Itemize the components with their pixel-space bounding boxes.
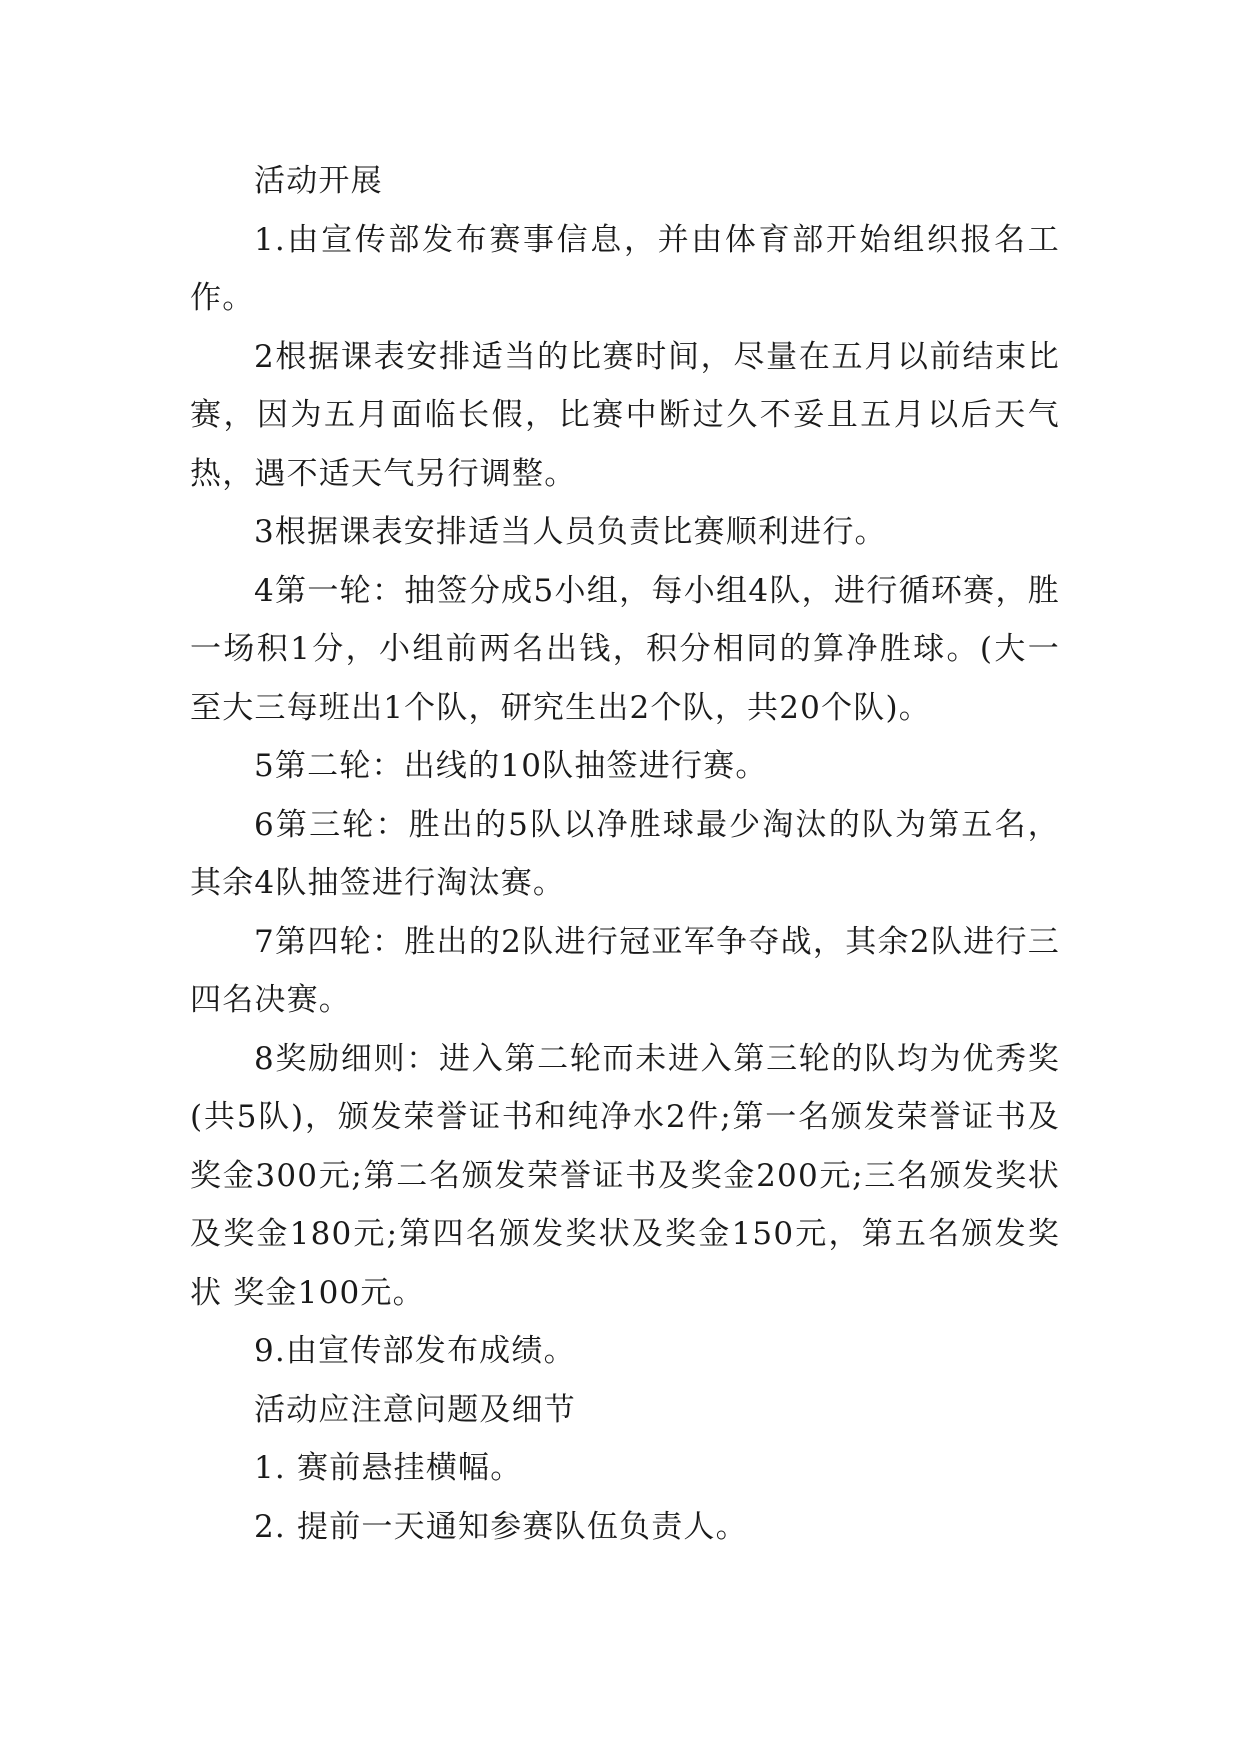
paragraph-item-7: 7第四轮：胜出的2队进行冠亚军争夺战，其余2队进行三四名决赛。: [190, 923, 1060, 1018]
paragraph-item-2: 2根据课表安排适当的比赛时间，尽量在五月以前结束比赛，因为五月面临长假，比赛中断过久不妥且五月以后天气热，遇不适天气另行调整。: [190, 338, 1060, 492]
note-item-2: 2. 提前一天通知参赛队伍负责人。: [254, 1508, 748, 1545]
paragraph-item-1: 1.由宣传部发布赛事信息，并由体育部开始组织报名工作。: [190, 221, 1060, 316]
paragraph-item-4: 4第一轮：抽签分成5小组，每小组4队，进行循环赛，胜一场积1分，小组前两名出钱，积分相同的算净胜球。(大一至大三每班出1个队，研究生出2个队，共20个队)。: [190, 572, 1060, 726]
note-item-1: 1. 赛前悬挂横幅。: [254, 1450, 523, 1486]
paragraph-item-5: 5第二轮：出线的10队抽签进行赛。: [254, 748, 768, 784]
paragraph-item-6: 6第三轮：胜出的5队以净胜球最少淘汰的队为第五名，其余4队抽签进行淘汰赛。: [190, 806, 1060, 901]
paragraph-item-3: 3根据课表安排适当人员负责比赛顺利进行。: [254, 514, 887, 550]
section-heading-activity: 活动开展: [254, 163, 383, 199]
paragraph-item-8: 8奖励细则：进入第二轮而未进入第三轮的队均为优秀奖(共5队)，颁发荣誉证书和纯净水2件;第一名颁发荣誉证书及奖金300元;第二名颁发荣誉证书及奖金200元;三名颁发奖状及奖金180元;第四名颁发奖状及奖金150元，第五名颁发奖状 奖金100元。: [190, 1040, 1060, 1311]
document-body: [190, 152, 1060, 1556]
paragraph-item-9: 9.由宣传部发布成绩。: [254, 1333, 576, 1369]
section-heading-notes: 活动应注意问题及细节: [254, 1391, 576, 1428]
